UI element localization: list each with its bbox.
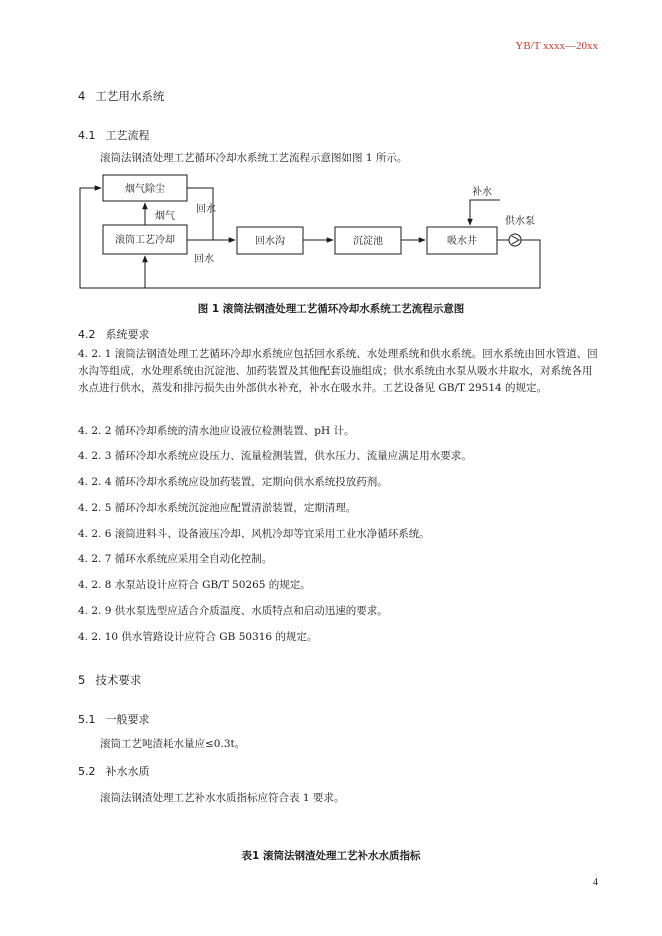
section-4-1-intro: 滚筒法钢渣处理工艺循环冷却水系统工艺流程示意图如图 1 所示。 (100, 152, 408, 164)
settling-tank-label: 沉淀池 (353, 236, 383, 247)
suction-well-label: 吸水井 (447, 236, 477, 247)
item-4-2-8: 4. 2. 8 水泵站设计应符合 GB/T 50265 的规定。 (78, 579, 311, 591)
figure-caption: 图 1 滚筒法钢渣处理工艺循环冷却水系统工艺流程示意图 (197, 303, 465, 315)
makeup-water-label: 补水 (472, 187, 492, 198)
section-5-2-heading: 5.2 补水水质 (78, 765, 150, 778)
return-label-lower: 回水 (194, 254, 214, 265)
return-label-upper: 回水 (196, 204, 216, 215)
item-4-2-6: 4. 2. 6 滚筒进料斗、设备液压冷却、风机冷却等宜采用工业水净循环系统。 (78, 528, 430, 540)
item-4-2-5: 4. 2. 5 循环冷却水系统沉淀池应配置清淤装置，定期清理。 (78, 502, 357, 514)
dust-removal-label: 烟气除尘 (125, 184, 165, 195)
process-flow-diagram (0, 0, 662, 300)
item-4-2-3: 4. 2. 3 循环冷却水系统应设压力、流量检测装置，供水压力、流量应满足用水要求。 (78, 450, 472, 462)
item-4-2-4: 4. 2. 4 循环冷却水系统应设加药装置，定期向供水系统投放药剂。 (78, 476, 388, 488)
item-4-2-2: 4. 2. 2 循环冷却系统的清水池应设液位检测装置、pH 计。 (78, 425, 355, 437)
return-ditch-label: 回水沟 (255, 236, 285, 247)
page-number: 4 (593, 877, 598, 888)
item-4-2-1: 4. 2. 1 滚筒法钢渣处理工艺循环冷却水系统应包括回水系统、水处理系统和供水系统。回水系统由回水管道、回水沟等组成，水处理系统由沉淀池、加药装置及其他配套设施组成；供水系统由水泵从吸水井取水，对系统各用水点进行供水，蒸发和排污损失由外部供水补充，补水在吸水井。工艺设备见 GB/T 29514 的规定。 (78, 348, 598, 394)
section-4-2-heading: 4.2 系统要求 (78, 328, 150, 341)
cooling-label: 滚筒工艺冷却 (115, 235, 175, 246)
section-5-heading: 5 技术要求 (78, 673, 142, 687)
section-5-2-text: 滚筒法钢渣处理工艺补水水质指标应符合表 1 要求。 (100, 792, 345, 804)
table-caption: 表1 滚筒法钢渣处理工艺补水水质指标 (241, 850, 421, 862)
item-4-2-10: 4. 2. 10 供水管路设计应符合 GB 50316 的规定。 (78, 631, 318, 643)
standard-code: YB/T xxxx—20xx (515, 40, 598, 52)
makeup-water-arrow (470, 200, 500, 225)
section-4-heading: 4 工艺用水系统 (78, 89, 165, 103)
pump-label: 供水泵 (505, 216, 535, 227)
item-4-2-9: 4. 2. 9 供水泵选型应适合介质温度、水质特点和启动迅速的要求。 (78, 605, 388, 617)
section-5-1-heading: 5.1 一般要求 (78, 713, 150, 726)
smoke-label: 烟气 (155, 211, 175, 222)
item-4-2-7: 4. 2. 7 循环水系统应采用全自动化控制。 (78, 553, 273, 565)
section-5-1-text: 滚筒工艺吨渣耗水量应≤0.3t。 (100, 738, 246, 750)
section-4-1-heading: 4.1 工艺流程 (78, 129, 150, 142)
